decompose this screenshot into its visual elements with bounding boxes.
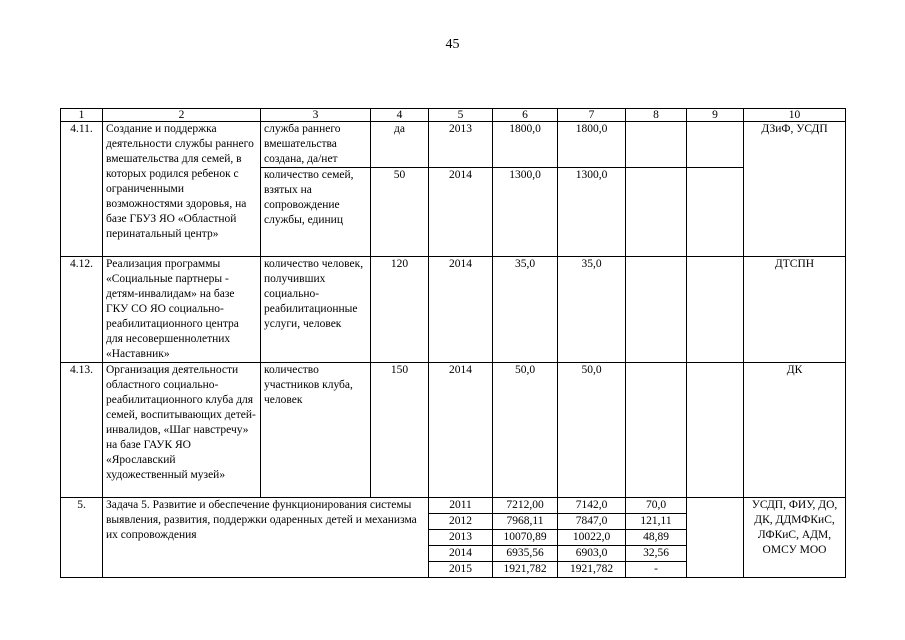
- year-cell: 2014: [429, 257, 493, 363]
- amount-cell: 1800,0: [493, 122, 558, 168]
- year-cell: 2015: [429, 562, 493, 578]
- table-row: [61, 498, 846, 514]
- header-row: [61, 109, 846, 122]
- table-row: [61, 122, 846, 168]
- empty-cell: [687, 257, 744, 363]
- amount-cell: 35,0: [493, 257, 558, 363]
- task-cell: Задача 5. Развитие и обеспечение функционирования системы выявления, развития, поддержки одаренных детей и механизма их сопровождения: [103, 498, 429, 578]
- table-row: [61, 257, 846, 363]
- measure-cell: Реализация программы «Социальные партнеры - детям-инвалидам» на базе ГКУ СО ЯО социально-реабилитационного центра для несовершеннолетних «Наставник»: [103, 257, 261, 363]
- header-cell: 7: [558, 109, 626, 122]
- amount-cell: 1921,782: [558, 562, 626, 578]
- indicator-cell: количество человек, получивших социально-реабилитационные услуги, человек: [261, 257, 371, 363]
- indicator-value: 150: [371, 363, 429, 498]
- amount-cell: 7212,00: [493, 498, 558, 514]
- empty-cell: [626, 257, 687, 363]
- amount-cell: 70,0: [626, 498, 687, 514]
- year-cell: 2014: [429, 168, 493, 257]
- header-cell: 4: [371, 109, 429, 122]
- year-cell: 2014: [429, 363, 493, 498]
- measure-cell: Создание и поддержка деятельности службы раннего вмешательства для семей, в которых родился ребенок с ограниченными возможностями здоровья, на базе ГБУЗ ЯО «Областной перинатальный центр»: [103, 122, 261, 257]
- page-number: 45: [445, 37, 460, 52]
- amount-cell: 1921,782: [493, 562, 558, 578]
- executor-cell: ДК: [744, 363, 846, 498]
- amount-cell: 10022,0: [558, 530, 626, 546]
- row-number: 4.12.: [61, 257, 103, 363]
- header-cell: 3: [261, 109, 371, 122]
- table-row: [61, 363, 846, 498]
- indicator-value: 120: [371, 257, 429, 363]
- indicator-cell: количество участников клуба, человек: [261, 363, 371, 498]
- amount-cell: 50,0: [558, 363, 626, 498]
- empty-cell: [687, 122, 744, 168]
- empty-cell: [687, 168, 744, 257]
- header-cell: 9: [687, 109, 744, 122]
- amount-cell: 1800,0: [558, 122, 626, 168]
- year-cell: 2011: [429, 498, 493, 514]
- amount-cell: -: [626, 562, 687, 578]
- row-number: 5.: [61, 498, 103, 578]
- empty-cell: [687, 498, 744, 578]
- amount-cell: 50,0: [493, 363, 558, 498]
- indicator-cell: служба раннего вмешательства создана, да/нет: [261, 122, 371, 168]
- header-cell: 8: [626, 109, 687, 122]
- year-cell: 2013: [429, 530, 493, 546]
- header-cell: 10: [744, 109, 846, 122]
- executor-cell: УСДП, ФИУ, ДО, ДК, ДДМФКиС, ЛФКиС, АДМ, ОМСУ МОО: [744, 498, 846, 578]
- amount-cell: 7847,0: [558, 514, 626, 530]
- amount-cell: 1300,0: [493, 168, 558, 257]
- header-cell: 5: [429, 109, 493, 122]
- program-table: [60, 108, 846, 578]
- amount-cell: 1300,0: [558, 168, 626, 257]
- header-cell: 6: [493, 109, 558, 122]
- row-number: 4.11.: [61, 122, 103, 257]
- amount-cell: 6935,56: [493, 546, 558, 562]
- empty-cell: [626, 168, 687, 257]
- amount-cell: 10070,89: [493, 530, 558, 546]
- empty-cell: [626, 122, 687, 168]
- year-cell: 2014: [429, 546, 493, 562]
- row-number: 4.13.: [61, 363, 103, 498]
- empty-cell: [626, 363, 687, 498]
- executor-cell: ДТСПН: [744, 257, 846, 363]
- indicator-value: да: [371, 122, 429, 168]
- amount-cell: 121,11: [626, 514, 687, 530]
- amount-cell: 7968,11: [493, 514, 558, 530]
- amount-cell: 7142,0: [558, 498, 626, 514]
- empty-cell: [687, 363, 744, 498]
- header-cell: 1: [61, 109, 103, 122]
- indicator-value: 50: [371, 168, 429, 257]
- header-cell: 2: [103, 109, 261, 122]
- executor-cell: ДЗиФ, УСДП: [744, 122, 846, 257]
- amount-cell: 32,56: [626, 546, 687, 562]
- amount-cell: 35,0: [558, 257, 626, 363]
- year-cell: 2012: [429, 514, 493, 530]
- amount-cell: 48,89: [626, 530, 687, 546]
- indicator-cell: количество семей, взятых на сопровождение службы, единиц: [261, 168, 371, 257]
- measure-cell: Организация деятельности областного социально-реабилитационного клуба для семей, воспитывающих детей-инвалидов, «Шаг навстречу» на базе ГАУК ЯО «Ярославский художественный музей»: [103, 363, 261, 498]
- amount-cell: 6903,0: [558, 546, 626, 562]
- year-cell: 2013: [429, 122, 493, 168]
